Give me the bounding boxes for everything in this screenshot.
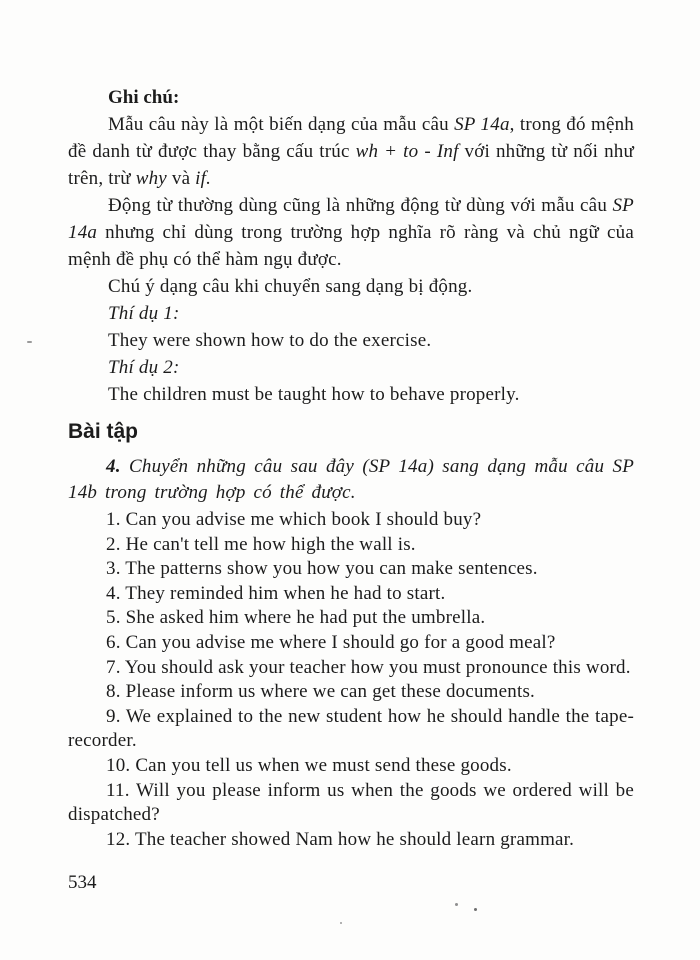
exercise-item (68, 533, 634, 558)
exercise-item (68, 656, 634, 681)
scan-speck (340, 922, 342, 924)
note-paragraph-1 (68, 111, 634, 192)
item-text: Can you advise me which book I should buy? (125, 509, 482, 530)
example-1-sentence: They were shown how to do the exercise. (108, 330, 432, 351)
italic-run: why (135, 168, 167, 189)
item-number: 8. (106, 681, 121, 703)
item-text: You should ask your teacher how you must pronounce this word. (124, 656, 631, 678)
item-text: We explained to the new student how he should handle the tape-recorder. (68, 705, 634, 752)
instruction-number: 4. (106, 456, 121, 477)
exercise-item (68, 631, 634, 656)
exercise-item (68, 508, 634, 533)
exercise-item (68, 779, 634, 828)
italic-run: wh + to - Inf (355, 141, 459, 162)
item-number: 10. (106, 754, 131, 776)
scan-speck (455, 903, 458, 906)
scan-speck (474, 908, 477, 911)
text-run: nhưng chỉ dùng trong trường hợp nghĩa rõ ràng và chủ ngữ của mệnh đề phụ có thể hàm ngụ được. (68, 222, 634, 270)
text-run: , trong đó mệnh đề danh từ được thay bằng cấu trúc (68, 114, 634, 162)
item-number: 2. (106, 533, 121, 555)
exercise-instruction (68, 454, 634, 506)
exercise-item (68, 680, 634, 705)
example-2-sentence: The children must be taught how to behave properly. (108, 384, 520, 405)
example-1-label: Thí dụ 1: (108, 303, 180, 324)
text-run: và (166, 168, 196, 189)
item-text: The patterns show you how you can make sentences. (125, 558, 538, 580)
exercise-item (68, 582, 634, 607)
exercise-item-list (68, 508, 634, 852)
item-text: She asked him where he had put the umbrella. (125, 607, 486, 629)
item-number: 6. (106, 631, 121, 653)
instruction-text: Chuyển những câu sau đây (SP 14a) sang dạng mẫu câu SP 14b trong trường hợp có thể được. (68, 456, 634, 503)
text-run: Mẫu câu này là một biến dạng của mẫu câu (108, 114, 455, 135)
italic-run: if. (195, 168, 212, 189)
page-number: 534 (68, 872, 97, 893)
exercises-heading: Bài tập (68, 420, 139, 443)
item-text: He can't tell me how high the wall is. (125, 533, 416, 555)
item-number: 11. (106, 779, 130, 801)
item-text: Please inform us where we can get these documents. (125, 681, 536, 703)
item-number: 12. (106, 828, 131, 850)
item-text: The teacher showed Nam how he should learn grammar. (134, 828, 575, 850)
item-text: They reminded him when he had to start. (125, 582, 446, 604)
exercise-item (68, 606, 634, 631)
exercise-item (68, 557, 634, 582)
note-heading: Ghi chú: (108, 87, 180, 108)
note-paragraph-2 (68, 192, 634, 273)
exercise-item (68, 754, 634, 779)
text-run: với những từ nối như trên, trừ (68, 141, 634, 189)
item-number: 5. (106, 607, 121, 629)
passive-note: Chú ý dạng câu khi chuyển sang dạng bị động. (108, 276, 473, 297)
exercise-item (68, 705, 634, 754)
italic-run: SP 14a (68, 195, 634, 243)
italic-run: SP 14a (454, 114, 510, 135)
item-number: 9. (106, 705, 121, 727)
text-run: Động từ thường dùng cũng là những động từ dùng với mẫu câu (108, 195, 613, 216)
example-2-label: Thí dụ 2: (108, 357, 180, 378)
item-text: Can you advise me where I should go for a good meal? (125, 631, 556, 653)
scan-speck (27, 341, 32, 343)
item-number: 4. (106, 582, 121, 604)
item-text: Will you please inform us when the goods we ordered will be dispatched? (68, 779, 635, 826)
item-number: 1. (106, 509, 121, 530)
item-number: 7. (106, 656, 121, 678)
item-text: Can you tell us when we must send these goods. (135, 754, 512, 776)
item-number: 3. (106, 558, 121, 580)
exercise-item (68, 828, 634, 853)
